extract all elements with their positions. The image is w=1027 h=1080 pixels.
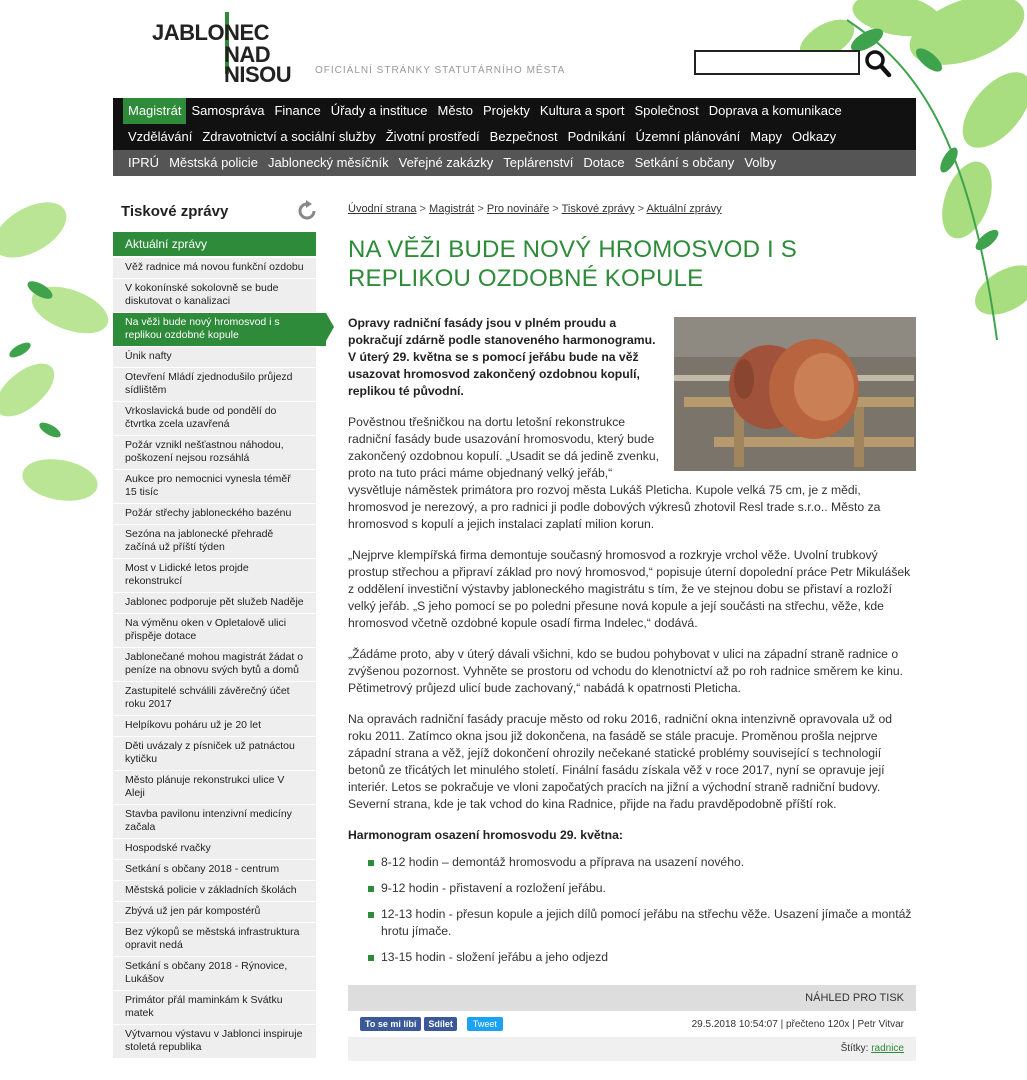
sidebar-news-list xyxy=(113,258,316,1059)
sidebar-news-item[interactable]: V kokonínské sokolovně se bude diskutovat o kanalizaci xyxy=(113,279,316,313)
schedule-item: 13-15 hodin - složení jeřábu a jeho odjezd xyxy=(368,949,916,966)
sidebar-header xyxy=(113,195,326,227)
sidebar-news-item[interactable]: Požár vznikl nešťastnou náhodou, poškození nejsou rozsáhlá xyxy=(113,436,316,470)
article-paragraph: „Nejprve klempířská firma demontuje současný hromosvod a rozkryje vrchol věže. Uvolní trubkový prostup střechou a připraví základ pro nový hromosvod,“ popisuje úterní dopolední práce Petr Mikulášek z oddělení investiční výstavby jabloneckého magistrátu s tím, že ve stejnou dobu se přistaví a rozloží velký jeřáb. „S jeho pomocí se po poledni přesune nová kopule a její součásti na střechu, věže, kde hromosvod včetně ozdobné kopule osadí firma Indelec,“ dodává. xyxy=(348,548,911,630)
nav-item-mesto[interactable]: Město xyxy=(437,103,473,118)
nav-item-urady[interactable]: Úřady a instituce xyxy=(330,103,428,118)
article-paragraph: Na opravách radniční fasády pracuje město od roku 2016, radniční okna intenzivně opravovala už od roku 2011. Zatímco okna jsou již dokončena, na fasádě se stále pracuje. Proměnou prošla nejprve západní strana a věž, jejíž dokončení ohrozily nečekané statické problémy související s technologií betonů ze třicátých let minulého století. Finální fasádu získala věž v roce 2017, nyní se opravuje její interiér. Letos se pokračuje ve vloni započatých pracích na jižní a východní straně radniční budovy. Severní strana, kde je tak vchod do kina Radnice, přijde na řadu pravděpodobně příští rok. xyxy=(348,712,893,811)
nav-item-doprava[interactable]: Doprava a komunikace xyxy=(708,103,842,118)
tag-link[interactable]: radnice xyxy=(871,1043,904,1054)
breadcrumb-link[interactable]: Tiskové zprávy xyxy=(561,203,635,215)
sidebar-news-item[interactable]: Věž radnice má novou funkční ozdobu xyxy=(113,258,316,279)
nav-item-odkazy[interactable]: Odkazy xyxy=(792,129,837,144)
logo-line-2: NAD xyxy=(224,42,271,67)
nav-item-setkani[interactable]: Setkání s občany xyxy=(634,155,735,170)
facebook-like-button[interactable]: To se mi líbí xyxy=(360,1017,421,1031)
sidebar-news-item[interactable]: Jablonec podporuje pět služeb Naděje xyxy=(113,593,316,614)
schedule-heading: Harmonogram osazení hromosvodu 29. května: xyxy=(348,828,623,842)
sidebar-news-item[interactable]: Primátor přál maminkám k Svátku matek xyxy=(113,991,316,1025)
schedule-item: 9-12 hodin - přistavení a rozložení jeřábu. xyxy=(368,880,916,897)
sidebar-item-aktualni-zpravy[interactable]: Aktuální zprávy xyxy=(113,232,316,256)
sidebar-news-item[interactable]: Otevření Mládí zjednodušilo průjezd sídlištěm xyxy=(113,368,316,402)
sidebar-news-item[interactable]: Sezóna na jablonecké přehradě začíná už příští týden xyxy=(113,525,316,559)
sidebar-news-item[interactable]: Na výměnu oken v Opletalově ulici přispěje dotace xyxy=(113,614,316,648)
search-icon xyxy=(864,48,892,78)
site-logo[interactable] xyxy=(152,12,302,87)
article-paragraph: Pověstnou třešničkou na dortu letošní rekonstrukce radniční fasády bude usazování hromosvodu, který bude zakončený ozdobnou kopulí. „Usadit se dá jedině zvenku, proto na tuto práci máme objednaný velký jeřáb,“ vysvětluje náměstek primátora pro rozvoj města Lukáš Pleticha. Kupole velká 75 cm, je z mědi, hromosvod je nerezový, a pro radnici ji podle dobových výkresů zhotovil Resl trade s.r.o.. Město za hromosvod s kopulí a jejich instalaci zaplatí milion korun. xyxy=(348,415,881,531)
page-title: NA VĚŽI BUDE NOVÝ HROMOSVOD I S REPLIKOU OZDOBNÉ KOPULE xyxy=(348,236,797,292)
main-nav-row-2 xyxy=(113,124,916,150)
breadcrumb-separator: > xyxy=(477,203,484,215)
sidebar-news-item[interactable]: Bez výkopů se městská infrastruktura opravit nedá xyxy=(113,923,316,957)
sidebar-news-item[interactable]: Setkání s občany 2018 - centrum xyxy=(113,860,316,881)
tags-row xyxy=(348,1037,916,1061)
sidebar-news-item[interactable]: Město plánuje rekonstrukci ulice V Aleji xyxy=(113,771,316,805)
sidebar-news-item[interactable]: Výtvarnou výstavu v Jablonci inspiruje stoletá republika xyxy=(113,1025,316,1059)
nav-item-dotace[interactable]: Dotace xyxy=(583,155,625,170)
article-body xyxy=(348,315,916,966)
sidebar-news-item[interactable]: Zbývá už jen pár kompostérů xyxy=(113,902,316,923)
nav-item-bezpecnost[interactable]: Bezpečnost xyxy=(489,129,558,144)
nav-item-uzemni-planovani[interactable]: Územní plánování xyxy=(635,129,741,144)
nav-item-podnikani[interactable]: Podnikání xyxy=(567,129,626,144)
nav-item-magistrat[interactable]: Magistrát xyxy=(123,98,186,124)
article xyxy=(348,195,916,975)
site-tagline: OFICIÁLNÍ STRÁNKY STATUTÁRNÍHO MĚSTA xyxy=(315,65,566,76)
print-preview-link[interactable]: NÁHLED PRO TISK xyxy=(805,992,904,1004)
sidebar-news-item[interactable]: Vrkoslavická bude od pondělí do čtvrtka zcela uzavřená xyxy=(113,402,316,436)
sidebar-news-item[interactable]: Helpíkovu poháru už je 20 let xyxy=(113,716,316,737)
breadcrumb-link[interactable]: Pro novináře xyxy=(486,203,550,215)
leaf-decoration xyxy=(0,190,120,520)
article-meta-row xyxy=(348,1011,916,1037)
nav-item-teplarenstvi[interactable]: Teplárenství xyxy=(503,155,574,170)
nav-item-mestska-policie[interactable]: Městská policie xyxy=(169,155,258,170)
nav-item-zdravotnictvi[interactable]: Zdravotnictví a sociální služby xyxy=(202,129,376,144)
nav-item-ipru[interactable]: IPRÚ xyxy=(128,155,160,170)
nav-item-projekty[interactable]: Projekty xyxy=(482,103,530,118)
tweet-button[interactable]: Tweet xyxy=(467,1017,503,1031)
refresh-icon[interactable] xyxy=(296,200,318,222)
schedule-list xyxy=(348,854,916,966)
schedule-item: 8-12 hodin – demontáž hromosvodu a příprava na usazení nového. xyxy=(368,854,916,871)
sidebar-title: Tiskové zprávy xyxy=(121,202,229,220)
sidebar-news-item[interactable]: Zastupitelé schválili závěrečný účet roku 2017 xyxy=(113,682,316,716)
breadcrumb-separator: > xyxy=(419,203,426,215)
nav-item-vzdelavani[interactable]: Vzdělávání xyxy=(128,129,193,144)
article-lead: Opravy radniční fasády jsou v plném proudu a pokračují zdárně podle stanoveného harmonogramu. V úterý 29. května se s pomocí jeřábu bude na věž usazovat hromosvod zakončený ozdobnou kopulí, replikou té původní. xyxy=(348,316,656,398)
article-photo[interactable] xyxy=(674,317,916,471)
nav-item-verejne-zakazky[interactable]: Veřejné zakázky xyxy=(398,155,494,170)
nav-item-samosprava[interactable]: Samospráva xyxy=(191,103,265,118)
search-input[interactable] xyxy=(694,50,860,75)
nav-item-spolecnost[interactable]: Společnost xyxy=(634,103,699,118)
article-paragraph: „Žádáme proto, aby v úterý dávali všichni, kdo se budou pohybovat v ulici na západní straně radnice o zvýšenou pozornost. Vyhněte se prostoru od vchodu do klenotnictví až po roh radnice směrem ke kinu. Pětimetrový průjezd ulicí bude zachovaný,“ nabádá k opatrnosti Pleticha. xyxy=(348,647,904,695)
sidebar-news-item[interactable]: Jablonečané mohou magistrát žádat o peníze na obnovu svých bytů a domů xyxy=(113,648,316,682)
nav-item-finance[interactable]: Finance xyxy=(274,103,321,118)
facebook-share-button[interactable]: Sdílet xyxy=(424,1017,457,1031)
nav-item-volby[interactable]: Volby xyxy=(744,155,777,170)
article-meta: 29.5.2018 10:54:07 | přečteno 120x | Petr Vitvar xyxy=(691,1018,904,1030)
breadcrumb xyxy=(348,203,916,215)
sidebar-news-item[interactable]: Hospodské rvačky xyxy=(113,839,316,860)
main-nav-row-1 xyxy=(113,98,916,124)
print-bar xyxy=(348,985,916,1011)
schedule-item: 12-13 hodin - přesun kopule a jejich dílů pomocí jeřábu na střechu věže. Usazení jímače a montáž hrotu jímače. xyxy=(368,906,916,940)
breadcrumb-link[interactable]: Aktuální zprávy xyxy=(646,203,722,215)
copper-dome-photo xyxy=(674,317,916,471)
nav-item-zivotni-prostredi[interactable]: Životní prostředí xyxy=(385,129,480,144)
search-button[interactable] xyxy=(864,48,892,78)
sidebar-news-item[interactable]: Požár střechy jabloneckého bazénu xyxy=(113,504,316,525)
sidebar-news-item[interactable]: Stavba pavilonu intenzivní medicíny začala xyxy=(113,805,316,839)
breadcrumb-link[interactable]: Úvodní strana xyxy=(348,203,417,215)
breadcrumb-link[interactable]: Magistrát xyxy=(429,203,475,215)
main-nav-row-3 xyxy=(113,150,916,176)
nav-item-mesicnik[interactable]: Jablonecký měsíčník xyxy=(267,155,389,170)
sidebar-news-item-current[interactable]: Na věži bude nový hromosvod i s replikou ozdobné kopule xyxy=(113,313,326,347)
logo-line-3: NISOU xyxy=(224,62,292,87)
sidebar-news-item[interactable]: Aukce pro nemocnici vynesla téměř 15 tisíc xyxy=(113,470,316,504)
tags-label: Štítky: xyxy=(840,1043,869,1054)
logo-line-1: JABLONEC xyxy=(152,20,270,45)
sidebar-news-item[interactable]: Setkání s občany 2018 - Rýnovice, Lukášov xyxy=(113,957,316,991)
breadcrumb-separator: > xyxy=(552,203,559,215)
sidebar-news-item[interactable]: Děti uvázaly z písniček už patnáctou kytičku xyxy=(113,737,316,771)
sidebar-news-item[interactable]: Městská policie v základních školách xyxy=(113,881,316,902)
nav-item-kultura[interactable]: Kultura a sport xyxy=(539,103,625,118)
nav-item-mapy[interactable]: Mapy xyxy=(750,129,783,144)
sidebar-news-item[interactable]: Únik nafty xyxy=(113,347,316,368)
sidebar xyxy=(113,195,326,1059)
sidebar-news-item[interactable]: Most v Lidické letos projde rekonstrukcí xyxy=(113,559,316,593)
breadcrumb-separator: > xyxy=(637,203,645,215)
